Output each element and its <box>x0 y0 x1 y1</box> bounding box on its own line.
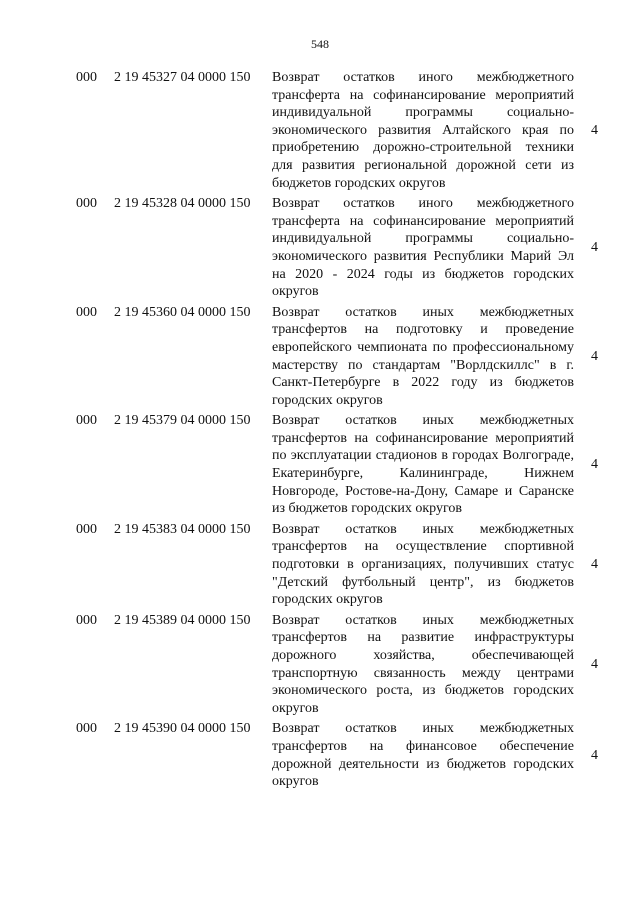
table-row <box>0 720 640 790</box>
row-description: Возврат остатков иных межбюджетных трансфертов на подготовку и проведение европейского чемпионата по профессиональному мастерству по стандартам "Ворлдскиллс" в г. Санкт-Петербурге в 2022 году из бюджетов городских округов <box>272 304 574 408</box>
row-value: 4 <box>591 239 598 255</box>
budget-classification-code: 2 19 45383 04 0000 150 <box>114 521 251 537</box>
row-value: 4 <box>591 556 598 572</box>
row-description: Возврат остатков иных межбюджетных трансфертов на осуществление спортивной подготовки в организациях, получивших статус "Детский футбольный центр", из бюджетов городских округов <box>272 521 574 608</box>
row-value: 4 <box>591 348 598 364</box>
budget-classification-code: 2 19 45379 04 0000 150 <box>114 413 251 429</box>
table-row <box>0 612 640 718</box>
table-row <box>0 69 640 192</box>
row-description: Возврат остатков иных межбюджетных трансфертов на финансовое обеспечение дорожной деятельности из бюджетов городских округов <box>272 721 574 790</box>
admin-code: 000 <box>76 521 97 537</box>
row-value: 4 <box>591 656 598 672</box>
row-value: 4 <box>591 457 598 473</box>
row-description: Возврат остатков иных межбюджетных трансфертов на развитие инфраструктуры дорожного хозяйства, обеспечивающей транспортную связанность между центрами экономического роста, из бюджетов городских округов <box>272 612 574 716</box>
table-row <box>0 412 640 518</box>
page-number: 548 <box>311 37 329 51</box>
admin-code: 000 <box>76 612 97 628</box>
row-description: Возврат остатков иного межбюджетного трансферта на софинансирование мероприятий индивидуальной программы социально-экономического развития Республики Марий Эл на 2020 - 2024 годы из бюджетов городских округов <box>272 196 574 300</box>
table-row <box>0 304 640 410</box>
budget-classification-code: 2 19 45328 04 0000 150 <box>114 196 251 212</box>
admin-code: 000 <box>76 413 97 429</box>
budget-classification-code: 2 19 45389 04 0000 150 <box>114 612 251 628</box>
row-value: 4 <box>591 747 598 763</box>
admin-code: 000 <box>76 721 97 737</box>
table-row <box>0 521 640 609</box>
admin-code: 000 <box>76 70 97 85</box>
row-description: Возврат остатков иных межбюджетных трансфертов на софинансирование мероприятий по эксплуатации стадионов в городах Волгограде, Екатеринбурге, Калининграде, Нижнем Новгороде, Ростове-на-Дону, Самаре и Саранске из бюджетов городских округов <box>272 413 574 517</box>
row-description: Возврат остатков иного межбюджетного трансферта на софинансирование мероприятий индивидуальной программы социально-экономического развития Алтайского края по приобретению дорожно-строительной техники для развития региональной дорожной сети из бюджетов городских округов <box>272 70 574 191</box>
table-row <box>0 195 640 301</box>
budget-classification-code: 2 19 45360 04 0000 150 <box>114 304 251 320</box>
budget-code-table <box>0 69 640 794</box>
budget-classification-code: 2 19 45390 04 0000 150 <box>114 721 251 737</box>
admin-code: 000 <box>76 304 97 320</box>
row-value: 4 <box>591 122 598 138</box>
budget-classification-code: 2 19 45327 04 0000 150 <box>114 70 251 85</box>
admin-code: 000 <box>76 196 97 212</box>
